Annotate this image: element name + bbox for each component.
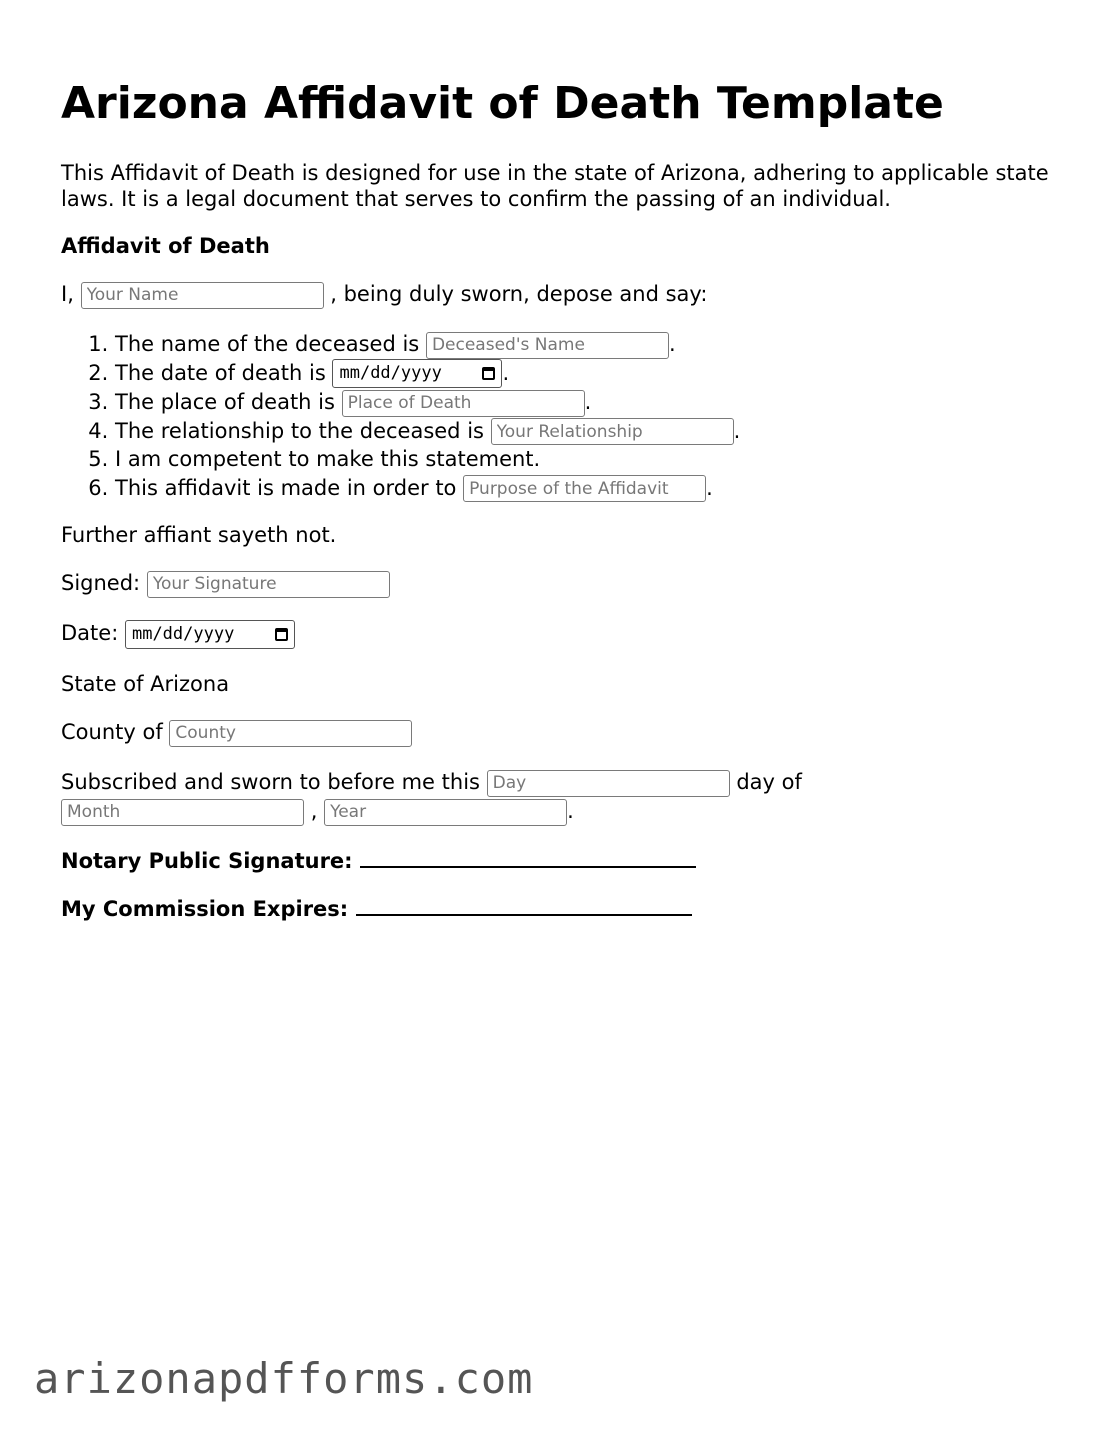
oath-suffix: , being duly sworn, depose and say: (330, 282, 708, 306)
statement-purpose: 6. This affidavit is made in order to Purpose of the Affidavit . (115, 474, 740, 503)
signed-label: Signed: (61, 571, 141, 595)
state-line: State of Arizona (61, 672, 230, 696)
year-input[interactable] (324, 799, 567, 826)
statement-relationship: 4. The relationship to the deceased is Your Relationship . (115, 417, 740, 446)
subscribed-line (61, 768, 802, 797)
relationship-input[interactable] (491, 418, 734, 445)
closing-statement: Further affiant sayeth not. (61, 523, 337, 547)
statement-date-of-death: 2. The date of death is mm/dd/yyyy . (115, 359, 740, 389)
statement-deceased-name: 1. The name of the deceased is Deceased's Name . (115, 330, 740, 359)
calendar-icon[interactable] (275, 628, 288, 641)
deceased-name-input[interactable] (426, 332, 669, 359)
your-name-input[interactable] (81, 282, 324, 309)
notary-signature-line (61, 846, 696, 875)
commission-expires-label: My Commission Expires: (61, 897, 349, 921)
statement-place-of-death: 3. The place of death is Place of Death . (115, 388, 740, 417)
notary-signature-blank (360, 846, 696, 868)
section-heading: Affidavit of Death (61, 234, 270, 258)
month-input[interactable] (61, 799, 304, 826)
county-label: County of (61, 720, 163, 744)
calendar-icon[interactable] (482, 367, 495, 380)
watermark-text: arizonapdfforms.com (34, 1354, 534, 1403)
day-input[interactable] (487, 770, 730, 797)
place-of-death-input[interactable] (342, 390, 585, 417)
date-label: Date: (61, 621, 119, 645)
oath-prefix: I, (61, 282, 74, 306)
comma-text: , (310, 799, 318, 823)
county-input[interactable] (169, 720, 412, 747)
date-line (61, 619, 295, 649)
signed-line (61, 569, 390, 598)
subscribed-text: Subscribed and sworn to before me this (61, 770, 480, 794)
page-title: Arizona Affidavit of Death Template (61, 78, 944, 129)
day-of-text: day of (736, 770, 802, 794)
intro-paragraph: This Affidavit of Death is designed for use in the state of Arizona, adhering to applicable state laws. It is a legal document that serves to confirm the passing of an individual. (61, 161, 1049, 211)
signature-input[interactable] (147, 571, 390, 598)
date-format-text: mm/dd/yyyy (339, 363, 442, 384)
month-year-line: Month , Year . (61, 797, 574, 826)
county-line (61, 718, 412, 747)
purpose-input[interactable] (463, 475, 706, 502)
statement-competent: 5. I am competent to make this statement. (115, 445, 740, 474)
date-of-death-input[interactable] (332, 359, 502, 388)
notary-signature-label: Notary Public Signature: (61, 849, 353, 873)
commission-expires-blank (356, 894, 692, 916)
date-format-text: mm/dd/yyyy (131, 624, 235, 644)
commission-expires-line (61, 894, 692, 923)
date-input[interactable] (125, 620, 295, 649)
statements-list (61, 330, 740, 502)
oath-line (61, 280, 707, 309)
